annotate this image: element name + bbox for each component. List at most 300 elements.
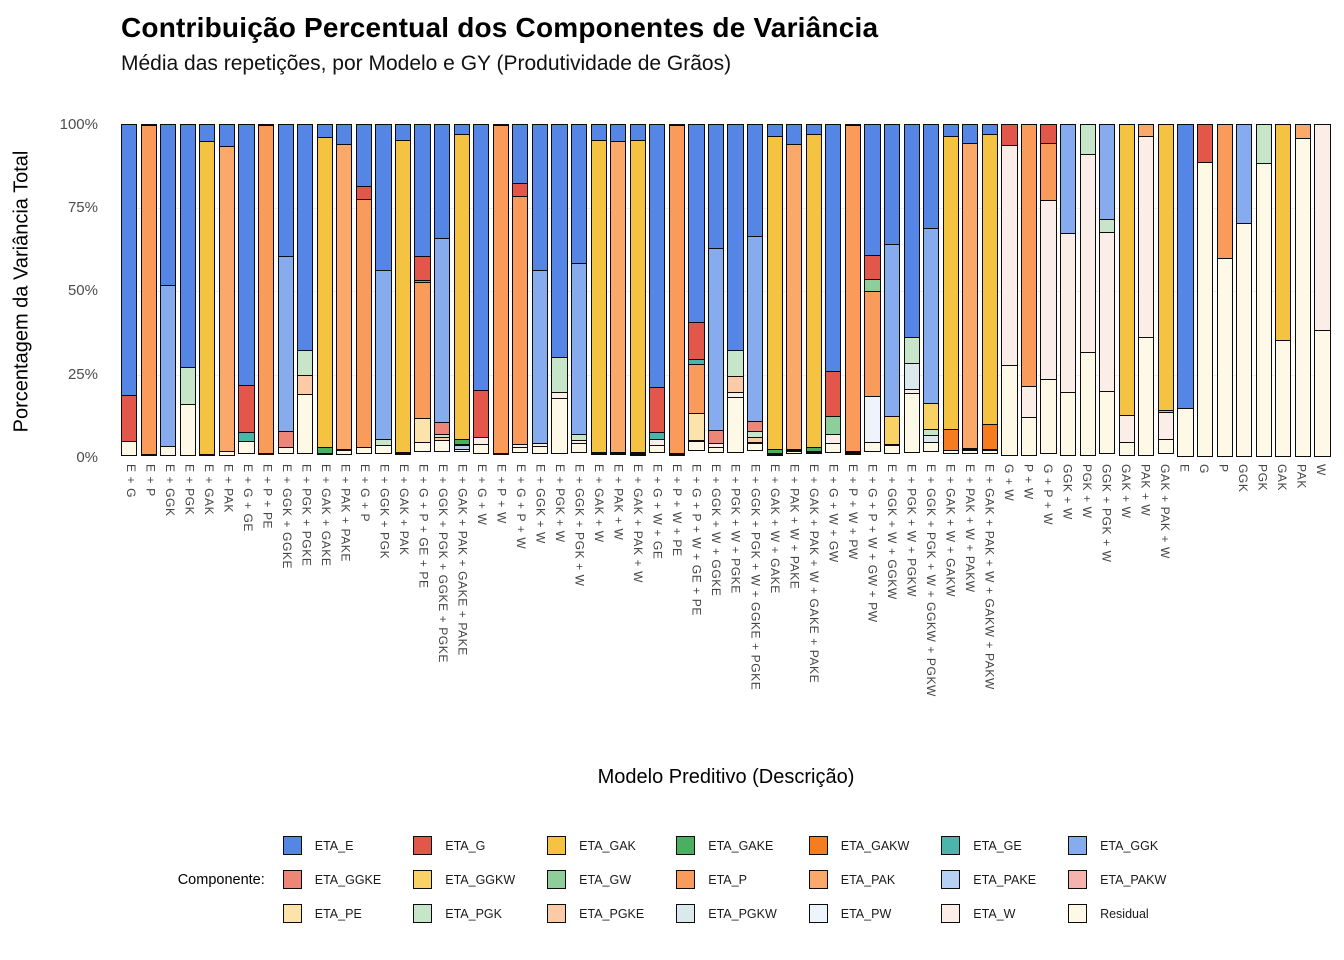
x-tick-label: GAK + PAK + W	[1158, 464, 1173, 559]
legend-label: ETA_PE	[314, 906, 362, 921]
bar-segment-ETA_E	[591, 124, 607, 141]
bar-segment-Residual	[336, 450, 352, 455]
bar-segment-ETA_P	[1021, 124, 1037, 388]
x-tick-cell	[746, 464, 766, 764]
x-tick-label: E + GAK + PAK + W + GAKW + PAKW	[982, 464, 997, 690]
x-tick-label: E + GAK + W + GAKE	[767, 464, 782, 594]
bar-segment-ETA_G	[1040, 124, 1056, 144]
x-tick-label: PGK + W	[1080, 464, 1095, 519]
bar-segment-ETA_P	[356, 199, 372, 447]
bar-segment-Residual	[747, 443, 763, 451]
bar-segment-ETA_P	[864, 291, 880, 398]
x-tick-cell	[1272, 464, 1292, 764]
bar-segment-ETA_E	[199, 124, 215, 142]
bar-segment-Residual	[1256, 163, 1272, 457]
bar-segment-Residual	[1021, 417, 1037, 455]
bar-segment-ETA_E	[160, 124, 176, 286]
x-tick-cell	[921, 464, 941, 764]
bar-segment-Residual	[591, 453, 607, 455]
legend-swatch-icon	[941, 870, 960, 889]
legend-item-ETA_GE	[941, 836, 1036, 855]
bar-segment-ETA_E	[434, 124, 450, 240]
x-tick-cell	[219, 464, 239, 764]
legend-swatch-icon	[809, 904, 828, 923]
bar	[473, 124, 489, 458]
legend-swatch-icon	[547, 836, 566, 855]
legend-item-ETA_PGK	[413, 904, 515, 923]
bar-segment-ETA_E	[297, 124, 313, 351]
bar-segment-ETA_PAK	[219, 146, 235, 452]
x-tick-label: E + GGK + PGK + GGKE + PGKE	[436, 464, 450, 663]
bar-segment-Residual	[493, 453, 509, 455]
y-tick-label: 50%	[67, 282, 98, 300]
bar-segment-ETA_P	[493, 125, 509, 454]
bar	[414, 124, 430, 458]
bar-segment-ETA_P	[258, 125, 274, 454]
x-tick-cell	[492, 464, 512, 764]
x-tick-cell	[336, 464, 356, 764]
bar	[1197, 124, 1213, 458]
bar	[1256, 124, 1272, 458]
x-tick-label: E + G + P + W + GW + PW	[865, 464, 880, 623]
bar-segment-ETA_E	[962, 124, 978, 144]
bar-segment-ETA_P	[141, 125, 157, 456]
legend-label: ETA_G	[445, 838, 486, 853]
bar-segment-ETA_G	[238, 385, 254, 433]
bar-segment-ETA_E	[727, 124, 743, 351]
x-tick-cell	[453, 464, 473, 764]
bar-segment-Residual	[434, 440, 450, 452]
bar-segment-ETA_G	[649, 387, 665, 434]
bar-segment-ETA_E	[356, 124, 372, 187]
bar-segment-Residual	[845, 453, 861, 455]
legend-swatch-icon	[547, 904, 566, 923]
bar	[1021, 124, 1037, 458]
legend-item-ETA_W	[941, 904, 1036, 923]
x-tick-cell	[160, 464, 180, 764]
bar	[434, 124, 450, 458]
bar-segment-ETA_GGK	[1099, 124, 1115, 221]
y-tick-label: 100%	[59, 115, 98, 133]
bar	[1177, 124, 1193, 458]
bar-segment-Residual	[806, 452, 822, 454]
bar-segment-Residual	[297, 394, 313, 454]
x-tick-label: E + G + P	[357, 464, 372, 523]
bar-segment-Residual	[864, 442, 880, 452]
bar-segment-Residual	[669, 454, 685, 456]
bar-segment-ETA_PAK	[610, 141, 626, 454]
bar	[767, 124, 783, 458]
bar-segment-Residual	[1236, 223, 1252, 457]
legend-swatch-icon	[809, 870, 828, 889]
bar	[786, 124, 802, 458]
bar	[610, 124, 626, 458]
bar-segment-ETA_G	[473, 390, 489, 439]
legend-label: ETA_E	[314, 838, 354, 853]
x-tick-label: E + GGK	[162, 464, 177, 517]
x-tick-cell	[843, 464, 863, 764]
x-tick-cell	[550, 464, 570, 764]
x-tick-cell	[394, 464, 414, 764]
bar-segment-Residual	[1275, 340, 1291, 457]
x-tick-label: E + GGK + GGKE	[279, 464, 294, 570]
x-tick-cell	[375, 464, 395, 764]
legend-label: ETA_GAKE	[708, 838, 774, 853]
x-tick-label: PAK + W	[1138, 464, 1153, 517]
bar-segment-ETA_E	[121, 124, 137, 396]
legend-label: Residual	[1100, 906, 1149, 921]
x-tick-label: E + P + PE	[260, 464, 275, 530]
x-tick-cell	[1233, 464, 1253, 764]
x-tick-cell	[258, 464, 278, 764]
legend-item-ETA_GAKE	[676, 836, 777, 855]
bar-segment-Residual	[1099, 391, 1115, 454]
x-tick-label: E + G	[123, 464, 138, 499]
legend-label: ETA_GW	[579, 872, 632, 887]
legend-item-ETA_PGKW	[676, 904, 777, 923]
legend-item-ETA_GAKW	[809, 836, 910, 855]
x-tick-cell	[1311, 464, 1331, 764]
bar-segment-ETA_W	[1158, 412, 1174, 440]
x-tick-cell	[472, 464, 492, 764]
x-tick-cell	[667, 464, 687, 764]
legend-grid	[283, 836, 1167, 923]
x-tick-label: E + P + W + PW	[845, 464, 860, 560]
bar-segment-ETA_E	[395, 124, 411, 141]
bar-segment-ETA_GAK	[199, 141, 215, 455]
bar-segment-ETA_PAK	[336, 144, 352, 450]
bar-segment-ETA_PGK	[727, 350, 743, 378]
legend-label: ETA_GGKE	[314, 872, 382, 887]
legend-item-ETA_GW	[547, 870, 644, 889]
x-tick-cell	[570, 464, 590, 764]
legend-item-ETA_PE	[283, 904, 381, 923]
x-tick-label: E + PGK + W + PGKW	[904, 464, 919, 598]
x-tick-cell	[589, 464, 609, 764]
x-tick-label: E + G + W + GW	[826, 464, 841, 563]
x-tick-label: GGK	[1236, 464, 1251, 493]
bar-segment-ETA_P	[688, 364, 704, 414]
legend-swatch-icon	[413, 836, 432, 855]
bar-segment-Residual	[1295, 138, 1311, 457]
bar	[375, 124, 391, 458]
bar-segment-ETA_E	[923, 124, 939, 229]
x-tick-cell	[1038, 464, 1058, 764]
bar-segment-Residual	[1119, 442, 1135, 455]
bar-segment-Residual	[512, 447, 528, 454]
x-tick-label: E + GAK + PAK + W + GAKE + PAKE	[806, 464, 821, 684]
bar-segment-ETA_PGKW	[904, 363, 920, 390]
x-tick-label: E + PAK + PAKE	[338, 464, 353, 563]
bar-segment-Residual	[923, 442, 939, 452]
bar-segment-ETA_GAK	[317, 137, 333, 448]
x-tick-label: E + GGK + PGK + W + GGKW + PGKW	[923, 464, 938, 697]
bar-segment-ETA_PAK	[1295, 124, 1311, 139]
bar-segment-ETA_PGK	[904, 337, 920, 364]
bar-segment-ETA_GAK	[767, 136, 783, 450]
x-tick-cell	[628, 464, 648, 764]
legend-item-ETA_GGK	[1068, 836, 1166, 855]
x-tick-cell	[1116, 464, 1136, 764]
legend-label: ETA_GAK	[579, 838, 636, 853]
bar-segment-ETA_GAK	[395, 140, 411, 454]
bar-segment-Residual	[688, 441, 704, 451]
legend-swatch-icon	[941, 904, 960, 923]
bar-segment-ETA_GAK	[1119, 124, 1135, 416]
x-tick-cell	[882, 464, 902, 764]
bar-segment-Residual	[649, 445, 665, 453]
x-tick-label: GGK + W	[1060, 464, 1075, 520]
bar-segment-ETA_E	[864, 124, 880, 256]
legend-swatch-icon	[676, 836, 695, 855]
bar-segment-ETA_G	[121, 395, 137, 442]
x-tick-label: E + GAK	[201, 464, 216, 516]
bar	[1060, 124, 1076, 458]
legend-swatch-icon	[547, 870, 566, 889]
bar-segment-ETA_W	[1021, 386, 1037, 418]
x-tick-label: E + PAK + W + PAKW	[962, 464, 977, 593]
bar	[1158, 124, 1174, 458]
x-tick-label: PGK	[1255, 464, 1270, 492]
legend-item-ETA_PAKE	[941, 870, 1036, 889]
bar	[571, 124, 587, 458]
bar-segment-ETA_G	[1001, 124, 1017, 146]
bar-segment-ETA_GAK	[806, 134, 822, 449]
bar	[630, 124, 646, 458]
bar-segment-ETA_E	[473, 124, 489, 391]
x-tick-cell	[1058, 464, 1078, 764]
bar-segment-ETA_GGK	[747, 236, 763, 421]
bar	[845, 124, 861, 458]
bar	[727, 124, 743, 458]
bar-segment-Residual	[317, 453, 333, 455]
legend-swatch-icon	[283, 870, 302, 889]
bar-segment-ETA_G	[825, 371, 841, 417]
bar-segment-ETA_P	[512, 196, 528, 446]
x-axis-title: Modelo Preditivo (Descrição)	[597, 766, 855, 788]
bar-segment-ETA_GAK	[591, 140, 607, 453]
bar-segment-ETA_E	[688, 124, 704, 323]
bar-segment-ETA_E	[238, 124, 254, 386]
bar-segment-Residual	[219, 451, 235, 456]
bar-segment-Residual	[825, 443, 841, 453]
bar	[669, 124, 685, 458]
bar-segment-Residual	[943, 450, 959, 454]
x-tick-label: E + GAK + PAK + GAKE + PAKE	[455, 464, 470, 656]
bar-segment-Residual	[727, 397, 743, 453]
bar-segment-Residual	[1217, 258, 1233, 457]
legend-swatch-icon	[676, 904, 695, 923]
legend-label: ETA_PAKW	[1100, 872, 1167, 887]
legend-swatch-icon	[676, 870, 695, 889]
x-tick-cell	[863, 464, 883, 764]
bar-segment-ETA_PE	[414, 418, 430, 443]
legend-item-ETA_PAKW	[1068, 870, 1166, 889]
bar-segment-Residual	[238, 441, 254, 454]
bar	[493, 124, 509, 458]
bar-segment-ETA_PGK	[180, 367, 196, 405]
legend-swatch-icon	[1068, 904, 1087, 923]
bar-segment-Residual	[1080, 352, 1096, 456]
x-tick-label: G + P + W	[1040, 464, 1055, 526]
x-tick-cell	[1136, 464, 1156, 764]
x-tick-cell	[1175, 464, 1195, 764]
x-tick-label: E + P + W + PE	[670, 464, 685, 557]
bar-segment-Residual	[473, 444, 489, 454]
bar-segment-ETA_G	[864, 255, 880, 281]
x-tick-cell	[1194, 464, 1214, 764]
bar-segment-ETA_GGK	[708, 248, 724, 431]
legend-swatch-icon	[283, 904, 302, 923]
bar-segment-ETA_PGKE	[297, 375, 313, 395]
legend-item-ETA_G	[413, 836, 515, 855]
y-tick-label: 25%	[67, 365, 98, 383]
bar-segment-Residual	[395, 453, 411, 455]
x-tick-label: E + PAK + W	[611, 464, 626, 541]
legend-label: ETA_PW	[840, 906, 892, 921]
bar-segment-Residual	[258, 453, 274, 455]
legend-label: ETA_GE	[973, 838, 1022, 853]
x-tick-label: E + PGK	[182, 464, 197, 516]
bar	[1080, 124, 1096, 458]
x-tick-label: E + G + W + GE	[650, 464, 665, 560]
bar-segment-Residual	[1177, 408, 1193, 456]
bar	[649, 124, 665, 458]
legend	[0, 836, 1344, 923]
legend-item-ETA_E	[283, 836, 381, 855]
legend-label: ETA_PAKE	[973, 872, 1037, 887]
chart-subtitle: Média das repetições, por Modelo e GY (Produtividade de Grãos)	[121, 52, 732, 75]
x-tick-cell	[316, 464, 336, 764]
bar-segment-ETA_GGK	[571, 263, 587, 435]
bar-segment-ETA_GGK	[278, 256, 294, 431]
bar-segment-ETA_G	[1197, 124, 1213, 163]
bar	[551, 124, 567, 458]
bar-segment-ETA_W	[1060, 233, 1076, 393]
legend-swatch-icon	[941, 836, 960, 855]
legend-title: Componente:	[177, 871, 265, 888]
x-tick-cell	[180, 464, 200, 764]
bar-segment-ETA_PGK	[1256, 124, 1272, 164]
bar-segment-ETA_PAK	[786, 144, 802, 450]
legend-label: ETA_GAKW	[840, 838, 910, 853]
bar-segment-ETA_GGK	[884, 244, 900, 417]
bar-segment-Residual	[610, 453, 626, 455]
bar	[962, 124, 978, 458]
x-tick-label: E + G + P + W	[514, 464, 529, 550]
bar-segment-ETA_E	[630, 124, 646, 141]
bar-segment-ETA_E	[610, 124, 626, 142]
bar	[923, 124, 939, 458]
x-tick-cell	[433, 464, 453, 764]
bar-segment-ETA_W	[1314, 124, 1330, 331]
plot-area	[121, 124, 1331, 458]
bar-segment-ETA_GGK	[923, 228, 939, 404]
bar-segment-Residual	[121, 441, 137, 456]
x-tick-cell	[648, 464, 668, 764]
x-tick-label: E + GGK + PGK + W + GGKE + PGKE	[748, 464, 763, 691]
bar-segment-ETA_E	[336, 124, 352, 145]
x-tick-cell	[1077, 464, 1097, 764]
bar	[336, 124, 352, 458]
bar	[141, 124, 157, 458]
bar-segment-Residual	[1060, 392, 1076, 455]
legend-item-ETA_PGKE	[547, 904, 644, 923]
x-tick-cell	[999, 464, 1019, 764]
bar-segment-Residual	[1040, 379, 1056, 454]
legend-label: ETA_PAK	[840, 872, 896, 887]
x-tick-cell	[941, 464, 961, 764]
bar-segment-Residual	[375, 445, 391, 454]
bar-segment-ETA_PW	[864, 396, 880, 443]
bar	[982, 124, 998, 458]
bar	[747, 124, 763, 458]
bar	[1138, 124, 1154, 458]
bar-segment-ETA_E	[884, 124, 900, 245]
bar	[904, 124, 920, 458]
x-tick-cell	[414, 464, 434, 764]
bar-segment-ETA_E	[551, 124, 567, 358]
x-tick-cell	[706, 464, 726, 764]
x-tick-cell	[687, 464, 707, 764]
bar	[1001, 124, 1017, 458]
x-tick-cell	[609, 464, 629, 764]
legend-swatch-icon	[413, 870, 432, 889]
x-tick-cell	[1097, 464, 1117, 764]
x-tick-label: G	[1197, 464, 1212, 474]
legend-item-ETA_P	[676, 870, 777, 889]
bar-segment-ETA_GGKE	[278, 431, 294, 448]
bar-segment-ETA_GGK	[1236, 124, 1252, 224]
bar-segment-Residual	[551, 398, 567, 455]
bar-segment-Residual	[199, 454, 215, 456]
x-tick-label: E + GGK + PGK + W	[572, 464, 587, 587]
legend-label: ETA_GGKW	[445, 872, 516, 887]
bar-segment-Residual	[532, 446, 548, 454]
legend-item-Residual	[1068, 904, 1166, 923]
x-tick-label: P + W	[1021, 464, 1036, 500]
bar	[180, 124, 196, 458]
bar	[825, 124, 841, 458]
x-tick-label: E + GGK + W + GGKE	[709, 464, 724, 597]
bar	[591, 124, 607, 458]
legend-label: ETA_PGKW	[708, 906, 777, 921]
x-tick-label: G + W	[1001, 464, 1016, 502]
x-tick-label: E + GAK + PAK	[396, 464, 411, 556]
x-tick-cell	[277, 464, 297, 764]
bar-segment-ETA_GGK	[160, 285, 176, 447]
bar-segment-Residual	[1158, 439, 1174, 454]
bar-segment-Residual	[982, 450, 998, 454]
bar	[1217, 124, 1233, 458]
bar	[943, 124, 959, 458]
x-tick-label: GGK + PGK + W	[1099, 464, 1114, 563]
x-tick-label: E + G + P + GE + PE	[416, 464, 431, 589]
bar-segment-ETA_P	[414, 282, 430, 419]
legend-swatch-icon	[413, 904, 432, 923]
legend-label: ETA_W	[973, 906, 1016, 921]
bar-segment-Residual	[962, 450, 978, 453]
x-tick-cell	[531, 464, 551, 764]
bar-segment-ETA_GGKW	[884, 416, 900, 446]
bar-segment-ETA_E	[786, 124, 802, 145]
bar-segment-ETA_E	[747, 124, 763, 238]
x-tick-label: E + PGK + PGKE	[299, 464, 314, 567]
legend-item-ETA_PW	[809, 904, 910, 923]
bar-segment-ETA_W	[1119, 415, 1135, 443]
x-tick-cell	[980, 464, 1000, 764]
x-tick-cell	[1214, 464, 1234, 764]
